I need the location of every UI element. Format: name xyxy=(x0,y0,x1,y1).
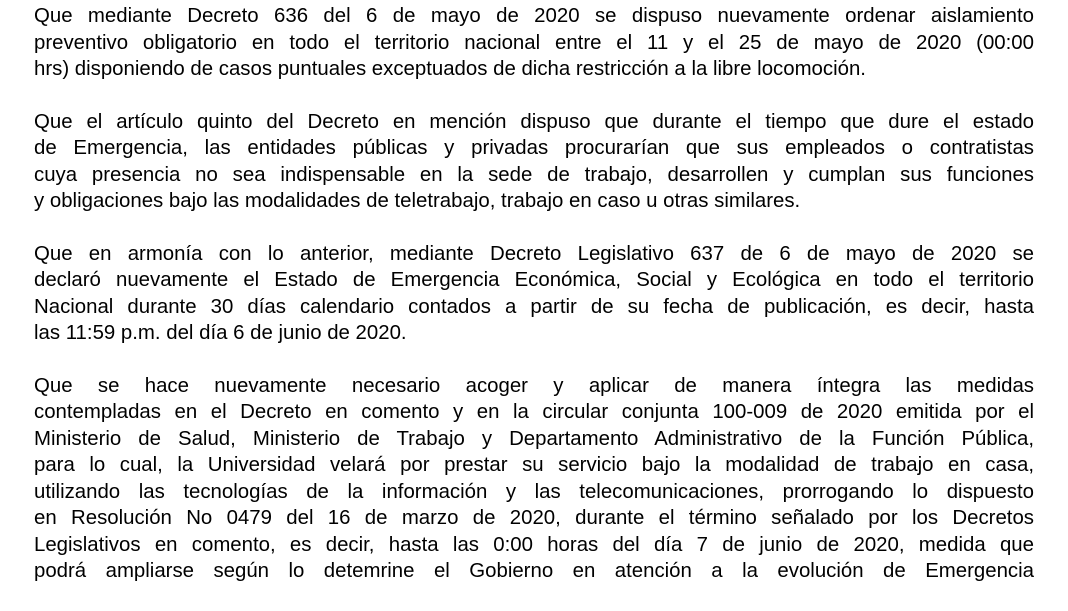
text-line: las 11:59 p.m. del día 6 de junio de 2020. xyxy=(34,322,407,344)
text-line: Que en armonía con lo anterior, mediante Decreto Legislativo 637 de 6 de mayo de 2020 se xyxy=(34,242,1034,265)
paragraph-decreto-636 xyxy=(34,3,1034,83)
paragraph-articulo-quinto xyxy=(34,109,1034,215)
text-line: hrs) disponiendo de casos puntuales exceptuados de dicha restricción a la libre locomoción. xyxy=(34,58,866,80)
text-line: de Emergencia, las entidades públicas y privadas procurarían que sus empleados o contratistas xyxy=(34,137,1034,159)
text-line: contempladas en el Decreto en comento y en la circular conjunta 100-009 de 2020 emitida por el xyxy=(34,401,1034,423)
text-line: cuya presencia no sea indispensable en la sede de trabajo, desarrollen y cumplan sus funciones xyxy=(34,163,1034,186)
paragraph-decreto-637 xyxy=(34,241,1034,347)
text-line: declaró nuevamente el Estado de Emergencia Económica, Social y Ecológica en todo el territorio xyxy=(34,269,1034,291)
text-line: Que el artículo quinto del Decreto en mención dispuso que durante el tiempo que dure el estado xyxy=(34,110,1034,133)
text-line: Que mediante Decreto 636 del 6 de mayo de 2020 se dispuso nuevamente ordenar aislamiento xyxy=(34,5,1034,27)
text-line: Nacional durante 30 días calendario contados a partir de su fecha de publicación, es decir, hasta xyxy=(34,295,1034,318)
text-line: en Resolución No 0479 del 16 de marzo de 2020, durante el término señalado por los Decretos xyxy=(34,507,1034,529)
paragraph-medidas xyxy=(34,373,1034,585)
text-line: para lo cual, la Universidad velará por prestar su servicio bajo la modalidad de trabajo en casa, xyxy=(34,454,1034,476)
text-line: Ministerio de Salud, Ministerio de Trabajo y Departamento Administrativo de la Función Pública, xyxy=(34,427,1034,450)
text-line: Legislativos en comento, es decir, hasta las 0:00 horas del día 7 de junio de 2020, medida que xyxy=(34,533,1034,556)
text-line: utilizando las tecnologías de la información y las telecomunicaciones, prorrogando lo dispuesto xyxy=(34,480,1034,503)
text-line: preventivo obligatorio en todo el territorio nacional entre el 11 y el 25 de mayo de 2020 (00:00 xyxy=(34,31,1034,54)
text-line: podrá ampliarse según lo detemrine el Gobierno en atención a la evolución de Emergencia xyxy=(34,560,1034,582)
text-line: Que se hace nuevamente necesario acoger y aplicar de manera íntegra las medidas xyxy=(34,374,1034,397)
text-line: y obligaciones bajo las modalidades de teletrabajo, trabajo en caso u otras similares. xyxy=(34,190,801,212)
document-body xyxy=(34,0,1034,611)
